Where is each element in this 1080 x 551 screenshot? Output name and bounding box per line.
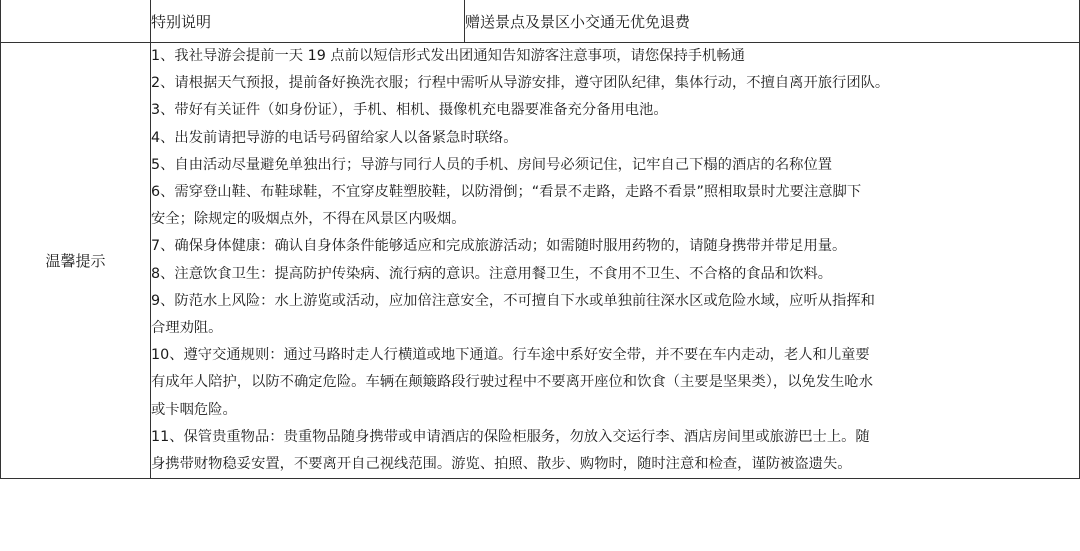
tip-line: 7、确保身体健康：确认自身体条件能够适应和完成旅游活动；如需随时服用药物的，请随身携带并带足用量。 — [151, 238, 847, 255]
tip-line: 或卡咽危险。 — [151, 401, 237, 418]
tip-line: 安全；除规定的吸烟点外，不得在风景区内吸烟。 — [151, 211, 466, 228]
warm-tips-row — [1, 43, 1080, 479]
warm-tips-content — [151, 43, 1080, 479]
special-notes-label: 特别说明 — [151, 0, 465, 43]
tip-line: 2、请根据天气预报，提前备好换洗衣服；行程中需听从导游安排，遵守团队纪律，集体行动，不擅自离开旅行团队。 — [151, 75, 890, 92]
tip-line: 8、注意饮食卫生：提高防护传染病、流行病的意识。注意用餐卫生，不食用不卫生、不合格的食品和饮料。 — [151, 265, 833, 282]
tip-line: 9、防范水上风险：水上游览或活动，应加倍注意安全，不可擅自下水或单独前往深水区或危险水域，应听从指挥和 — [151, 292, 875, 309]
special-notes-value: 赠送景点及景区小交通无优免退费 — [465, 0, 1080, 43]
tip-line: 4、出发前请把导游的电话号码留给家人以备紧急时联络。 — [151, 129, 518, 146]
tip-line: 6、需穿登山鞋、布鞋球鞋，不宜穿皮鞋塑胶鞋，以防滑倒；“看景不走路，走路不看景”照相取景时尤要注意脚下 — [151, 184, 862, 201]
tip-line: 5、自由活动尽量避免单独出行；导游与同行人员的手机、房间号必须记住，记牢自己下榻的酒店的名称位置 — [151, 156, 833, 173]
tip-line: 3、带好有关证件（如身份证），手机、相机、摄像机充电器要准备充分备用电池。 — [151, 102, 668, 119]
tip-line: 有成年人陪护，以防不确定危险。车辆在颠簸路段行驶过程中不要离开座位和饮食（主要是坚果类），以免发生呛水 — [151, 374, 873, 391]
tip-line: 合理劝阻。 — [151, 320, 223, 337]
special-notes-row — [1, 0, 1080, 43]
tip-line: 10、遵守交通规则：通过马路时走人行横道或地下通道。行车途中系好安全带，并不要在车内走动，老人和儿童要 — [151, 347, 870, 364]
tip-line: 1、我社导游会提前一天 19 点前以短信形式发出团通知告知游客注意事项，请您保持手机畅通 — [151, 48, 745, 64]
tip-line: 11、保管贵重物品：贵重物品随身携带或申请酒店的保险柜服务，勿放入交运行李、酒店房间里或旅游巴士上。随 — [151, 428, 870, 445]
warm-tips-label: 温馨提示 — [1, 43, 151, 479]
empty-label-cell — [1, 0, 151, 43]
tip-line: 身携带财物稳妥安置，不要离开自己视线范围。游览、拍照、散步、购物时，随时注意和检查，谨防被盗遗失。 — [151, 456, 852, 473]
